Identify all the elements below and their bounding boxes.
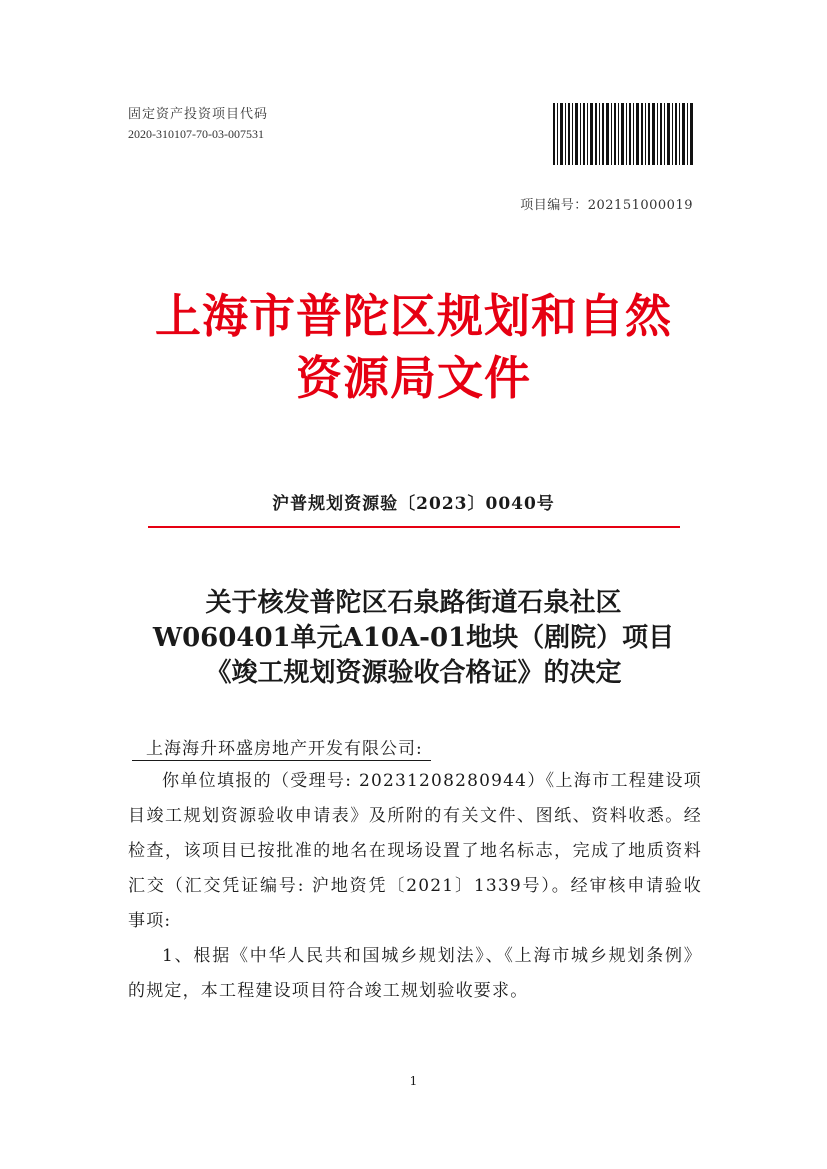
red-divider — [148, 526, 680, 528]
barcode-image — [553, 103, 693, 165]
investment-code: 2020-310107-70-03-007531 — [128, 127, 264, 141]
investment-code-label: 固定资产投资项目代码 — [128, 107, 269, 122]
issuer-title-line2: 资源局文件 — [296, 351, 531, 405]
document-subject — [0, 586, 827, 691]
document-number: 沪普规划资源验〔2023〕0040号 — [272, 494, 555, 514]
addressee: 上海海升环盛房地产开发有限公司: — [132, 734, 431, 761]
subject-line2: W060401单元A10A-01地块（剧院）项目 — [152, 623, 675, 653]
body-paragraph-1: 你单位填报的（受理号: 20231208280944）《上海市工程建设项目竣工规划资源验收申请表》及所附的有关文件、图纸、资料收悉。经检查，该项目已按批准的地名在现场设置了地名标志，完成了地质资料汇交（汇交凭证编号: 沪地资凭〔2021〕1339号）。经审核申请验收事项: — [128, 771, 702, 931]
body-paragraph-2: 1、根据《中华人民共和国城乡规划法》、《上海市城乡规划条例》的规定，本工程建设项目符合竣工规划验收要求。 — [128, 946, 702, 1001]
issuer-title-line1: 上海市普陀区规划和自然 — [155, 289, 672, 343]
subject-line1: 关于核发普陀区石泉路街道石泉社区 — [205, 588, 622, 618]
page-number: 1 — [409, 1074, 418, 1088]
project-number: 项目编号：202151000019 — [520, 198, 693, 213]
issuer-title — [0, 285, 827, 409]
subject-line3: 《竣工规划资源验收合格证》的决定 — [205, 658, 622, 688]
body-text — [128, 764, 702, 1009]
